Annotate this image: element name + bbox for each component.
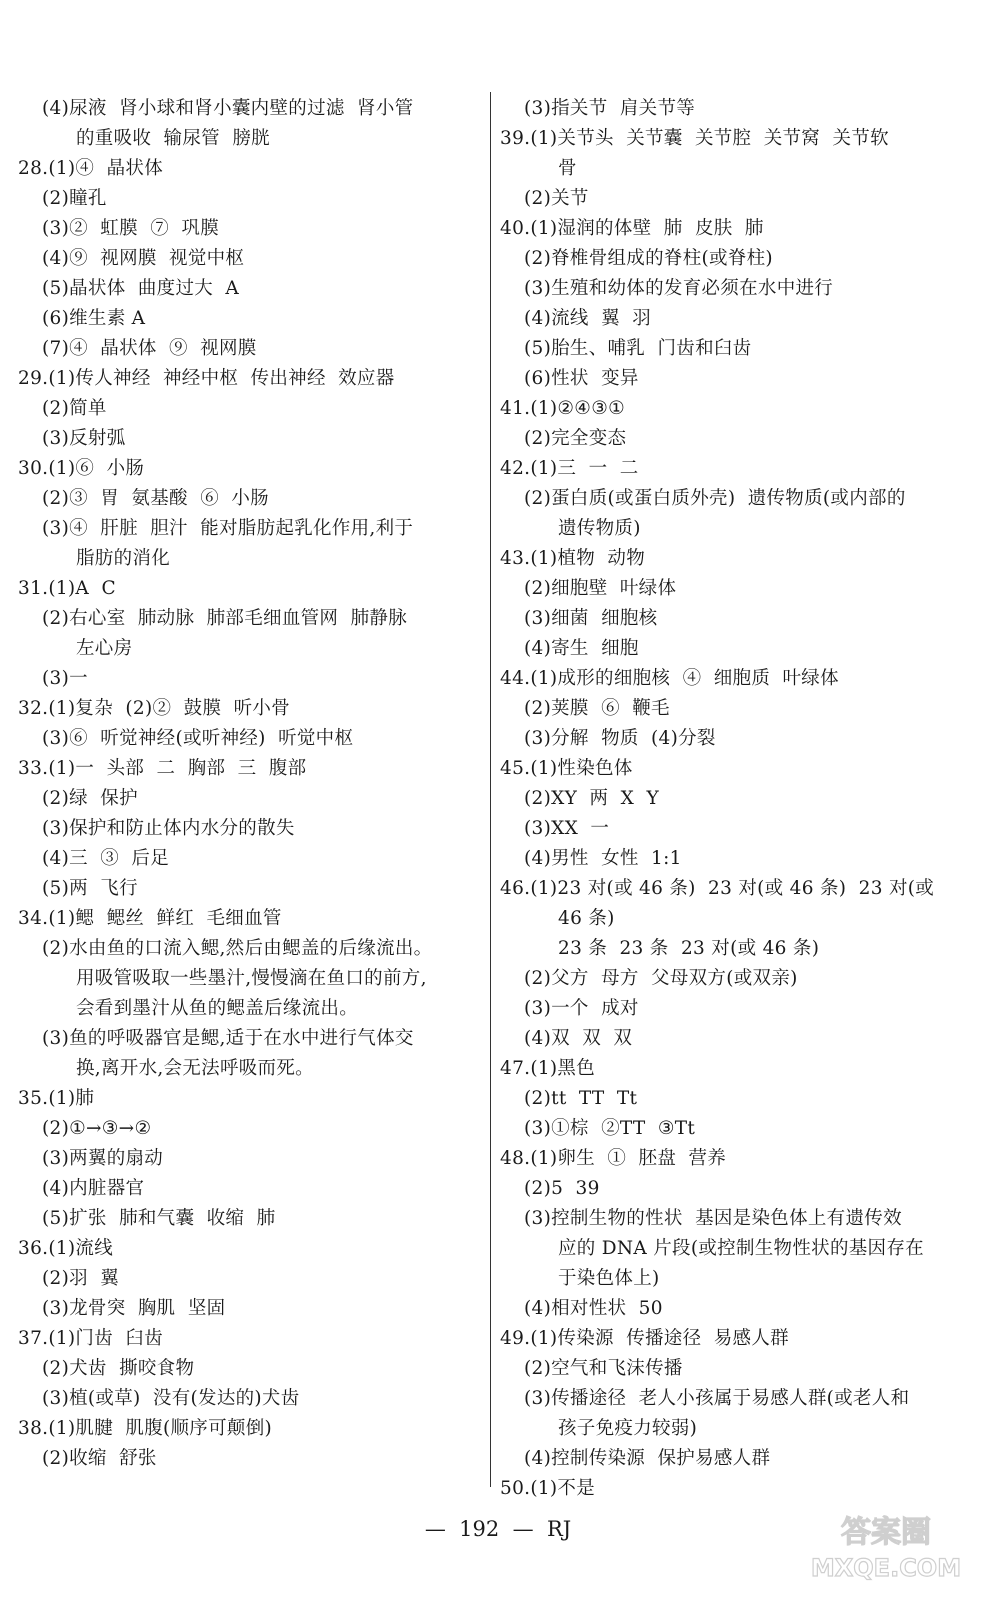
answer-line: (3)一个 成对 [524,998,639,1019]
answer-line: (2)简单 [42,398,107,419]
answer-line: (5)胎生、哺乳 门齿和臼齿 [524,338,752,359]
answer-line: (3)植(或草) 没有(发达的)犬齿 [42,1388,300,1409]
watermark-logo [796,1506,976,1586]
answer-line: 34.(1)鳃 鳃丝 鲜红 毛细血管 [18,908,282,929]
answer-line: 应的 DNA 片段(或控制生物性状的基因存在 [558,1238,924,1259]
answer-line: (3)指关节 肩关节等 [524,98,696,119]
answer-line: (4)男性 女性 1:1 [524,848,682,869]
answer-line: (3)①棕 ②TT ③Tt [524,1118,696,1139]
page-footer: — 192 — RJ [424,1517,572,1541]
answer-line: (3)反射弧 [42,428,126,449]
answer-line: (4)三 ③ 后足 [42,848,170,869]
answer-line: (3)控制生物的性状 基因是染色体上有遗传效 [524,1208,902,1229]
answer-line: 于染色体上) [558,1268,660,1289]
answer-line: (2)犬齿 撕咬食物 [42,1358,195,1379]
answer-line: 47.(1)黑色 [500,1058,596,1079]
answer-line: (6)维生素 A [42,308,146,329]
answer-line: 36.(1)流线 [18,1238,114,1259]
answer-line: 32.(1)复杂 (2)② 鼓膜 听小骨 [18,698,291,719]
answer-line: (3)生殖和幼体的发育必须在水中进行 [524,278,834,299]
answer-line: 37.(1)门齿 臼齿 [18,1328,163,1349]
answer-line: (2)③ 胃 氨基酸 ⑥ 小肠 [42,488,269,509]
answer-line: (2)关节 [524,188,589,209]
answer-line: 28.(1)④ 晶状体 [18,158,163,179]
answer-line: (4)尿液 肾小球和肾小囊内壁的过滤 肾小管 [42,98,414,119]
answer-line: (2)绿 保护 [42,788,138,809]
watermark-top-text: 答案圈 [841,1515,931,1550]
answer-line: 46 条) [558,908,615,929]
answer-line: (4)流线 翼 羽 [524,308,652,329]
answer-line: 48.(1)卵生 ① 胚盘 营养 [500,1148,727,1169]
answer-line: (2)蛋白质(或蛋白质外壳) 遗传物质(或内部的 [524,488,906,509]
answer-line: (2)父方 母方 父母双方(或双亲) [524,968,798,989]
right-column [500,94,980,1504]
answer-line: 49.(1)传染源 传播途径 易感人群 [500,1328,789,1349]
answer-line: 41.(1)②④③① [500,398,625,419]
answer-line: 用吸管吸取一些墨汁,慢慢滴在鱼口的前方, [76,968,427,989]
answer-line: (2)空气和飞沫传播 [524,1358,683,1379]
answer-line: 42.(1)三 一 二 [500,458,639,479]
answer-line: (2)5 39 [524,1178,600,1199]
answer-line: 换,离开水,会无法呼吸而死。 [76,1058,314,1079]
answer-line: (4)⑨ 视网膜 视觉中枢 [42,248,245,269]
answer-line: (2)收缩 舒张 [42,1448,157,1469]
answer-line: (3)② 虹膜 ⑦ 巩膜 [42,218,219,239]
answer-line: 骨 [558,158,577,179]
answer-line: (2)完全变态 [524,428,627,449]
answer-line: (3)⑥ 听觉神经(或听神经) 听觉中枢 [42,728,354,749]
answer-line: 44.(1)成形的细胞核 ④ 细胞质 叶绿体 [500,668,839,689]
answer-line: 30.(1)⑥ 小肠 [18,458,145,479]
answer-line: 40.(1)湿润的体壁 肺 皮肤 肺 [500,218,764,239]
answer-line: (2)羽 翼 [42,1268,120,1289]
answer-line: 会看到墨汁从鱼的鳃盖后缘流出。 [76,998,359,1019]
answer-line: (2)右心室 肺动脉 肺部毛细血管网 肺静脉 [42,608,407,629]
answer-line: 23 条 23 条 23 对(或 46 条) [558,938,820,959]
answer-line: (2)水由鱼的口流入鳃,然后由鳃盖的后缘流出。 [42,938,433,959]
answer-line: 43.(1)植物 动物 [500,548,645,569]
left-column [18,94,488,1474]
answer-line: (2)脊椎骨组成的脊柱(或脊柱) [524,248,773,269]
answer-line: (5)扩张 肺和气囊 收缩 肺 [42,1208,276,1229]
answer-line: (3)XX 一 [524,818,610,839]
answer-line: (3)细菌 细胞核 [524,608,658,629]
answer-line: (5)两 飞行 [42,878,138,899]
answer-line: (3)保护和防止体内水分的散失 [42,818,295,839]
answer-line: 脂肪的消化 [76,548,171,569]
answer-line: (4)双 双 双 [524,1028,633,1049]
answer-line: 39.(1)关节头 关节囊 关节腔 关节窝 关节软 [500,128,889,149]
answer-line: (3)④ 肝脏 胆汁 能对脂肪起乳化作用,利于 [42,518,414,539]
answer-line: 50.(1)不是 [500,1478,596,1499]
answer-line: 38.(1)肌腱 肌腹(顺序可颠倒) [18,1418,273,1439]
answer-line: (3)鱼的呼吸器官是鳃,适于在水中进行气体交 [42,1028,414,1049]
answer-line: 左心房 [76,638,133,659]
answer-line: (4)寄生 细胞 [524,638,639,659]
answer-line: (4)控制传染源 保护易感人群 [524,1448,771,1469]
watermark-bottom-text: MXQE.COM [810,1554,962,1582]
answer-line: (2)①→③→② [42,1118,152,1139]
answer-line: 29.(1)传人神经 神经中枢 传出神经 效应器 [18,368,395,389]
answer-line: 遗传物质) [558,518,641,539]
column-divider [490,92,491,1487]
answer-line: (3)分解 物质 (4)分裂 [524,728,716,749]
answer-line: (2)荚膜 ⑥ 鞭毛 [524,698,670,719]
answer-line: (5)晶状体 曲度过大 A [42,278,240,299]
answer-line: 33.(1)一 头部 二 胸部 三 腹部 [18,758,307,779]
answer-line: 35.(1)肺 [18,1088,95,1109]
answer-line: 31.(1)A C [18,578,116,599]
answer-line: (3)龙骨突 胸肌 坚固 [42,1298,226,1319]
answer-line: 45.(1)性染色体 [500,758,633,779]
answer-line: (4)内脏器官 [42,1178,145,1199]
answer-line: (2)瞳孔 [42,188,107,209]
answer-line: (4)相对性状 50 [524,1298,663,1319]
answer-line: (7)④ 晶状体 ⑨ 视网膜 [42,338,257,359]
answer-line: (2)tt TT Tt [524,1088,638,1109]
answer-line: 46.(1)23 对(或 46 条) 23 对(或 46 条) 23 对(或 [500,878,935,899]
answer-line: 的重吸收 输尿管 膀胱 [76,128,270,149]
answer-line: (2)细胞壁 叶绿体 [524,578,677,599]
answer-line: (3)两翼的扇动 [42,1148,164,1169]
answer-line: (3)传播途径 老人小孩属于易感人群(或老人和 [524,1388,910,1409]
answer-line: (2)XY 两 X Y [524,788,659,809]
answer-line: (6)性状 变异 [524,368,639,389]
answer-line: 孩子免疫力较弱) [558,1418,698,1439]
answer-line: (3)一 [42,668,88,689]
